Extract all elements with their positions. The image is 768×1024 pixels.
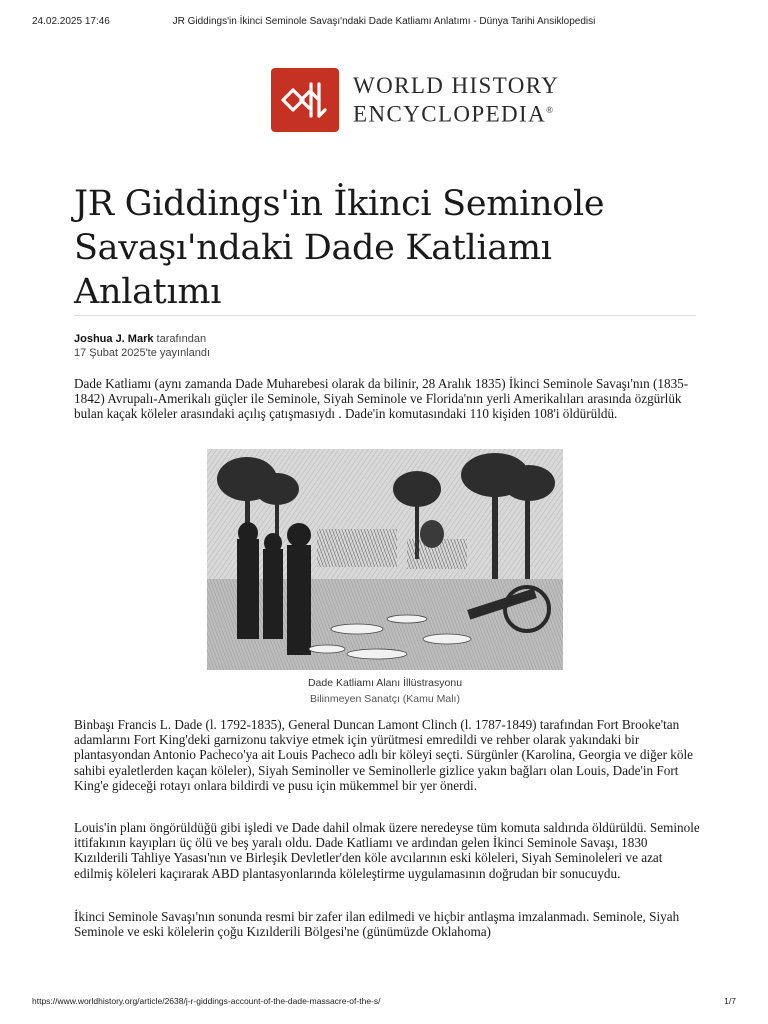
print-header-spacer (646, 16, 736, 27)
caption-title: Dade Katliamı Alanı İllüstrasyonu (307, 677, 463, 689)
article-image[interactable] (207, 449, 563, 670)
logo-line-1: WORLD HISTORY (353, 73, 560, 99)
article-title: JR Giddings'in İkinci Seminole Savaşı'ndaki Dade Katliamı Anlatımı (74, 184, 605, 312)
paragraph-4: İkinci Seminole Savaşı'nın sonunda resmi bir zafer ilan edilmedi ve hiçbir antlaşma imzalanmadı. Seminole, Siyah Seminole ve eski kölelerin çoğu Kızılderili Bölgesi'ne (günümüzde Oklahoma) (74, 909, 680, 940)
paragraph-3: Louis'in planı öngörüldüğü gibi işledi ve Dade dahil olmak üzere neredeyse tüm komuta saldırıda öldürüldü. Seminole ittifakının kayıpları üç ölü ve beş yaralı oldu. Dade Katliamı ve ardından gelen İkinci Seminole Savaşı, 1830 Kızılderili Tahliye Yasası'nın ve Birleşik Devletler'den köle avcılarının eski köleleri, Siyah Seminoleleri ve azat edilmiş köleleri kaçırarak ABD plantasyonlarında köleleştirme uygulamasının doğrudan bir sonucuydu. (74, 820, 700, 881)
author-name[interactable]: Joshua J. Mark (74, 333, 154, 345)
author-line (74, 332, 210, 346)
publish-date: 17 Şubat 2025'te yayınlandı (74, 347, 211, 359)
title-divider (74, 315, 696, 316)
page-number: 1/7 (724, 996, 736, 1006)
logo-line-2 (353, 98, 559, 127)
paragraph-2: Binbaşı Francis L. Dade (l. 1792-1835), General Duncan Lamont Clinch (l. 1787-1849) tarafından Fort Brooke'tan adamlarını Fort King'deki garnizonu takviye etmek için yürütmesi emredildi ve rehber olarak yakındaki bir plantasyondan Antonio Pacheco'ya ait Louis Pacheco adlı bir köleyi seçti. Sürgünler (Karolina, Georgia ve diğer köle sahibi eyaletlerden kaçan köleler), Siyah Seminoller ve Seminollerle gizlice yakın bağları olan Louis, Dade'in Fort King'e gideceği rotayı onlara bildirdi ve pusu için mükemmel bir yer önerdi. (74, 717, 693, 793)
byline (74, 332, 210, 360)
figure-caption (207, 675, 563, 707)
caption-credit: Bilinmeyen Sanatçı (Kamu Malı) (310, 693, 460, 705)
author-suffix: tarafından (153, 333, 207, 345)
registered-mark: ® (546, 105, 555, 116)
print-header (32, 16, 736, 27)
site-logo[interactable] (271, 68, 559, 132)
logo-mark-icon (271, 68, 339, 132)
logo-wordmark (353, 73, 559, 127)
paragraph-1: Dade Katliamı (aynı zamanda Dade Muharebesi olarak da bilinir, 28 Aralık 1835) İkinci Seminole Savaşı'nın (1835-1842) Avrupalı-Amerikalı güçler ile Seminole, Siyah Seminole ve Florida'nın yerli Amerikalıları arasında özgürlük bulan kaçak köleler arasındaki açılış çatışmasıydı . Dade'in komutasındaki 110 kişiden 108'i öldürüldü. (74, 376, 689, 422)
print-page-title: JR Giddings'in İkinci Seminole Savaşı'ndaki Dade Katliamı Anlatımı - Dünya Tarihi Ansiklopedisi (172, 16, 596, 27)
logo-line-2-text: ENCYCLOPEDIA (353, 101, 547, 127)
print-footer (32, 996, 736, 1006)
page-url[interactable]: https://www.worldhistory.org/article/2638/j-r-giddings-account-of-the-dade-massacre-of-the-s/ (32, 996, 381, 1006)
print-datetime: 24.02.2025 17:46 (32, 16, 110, 27)
